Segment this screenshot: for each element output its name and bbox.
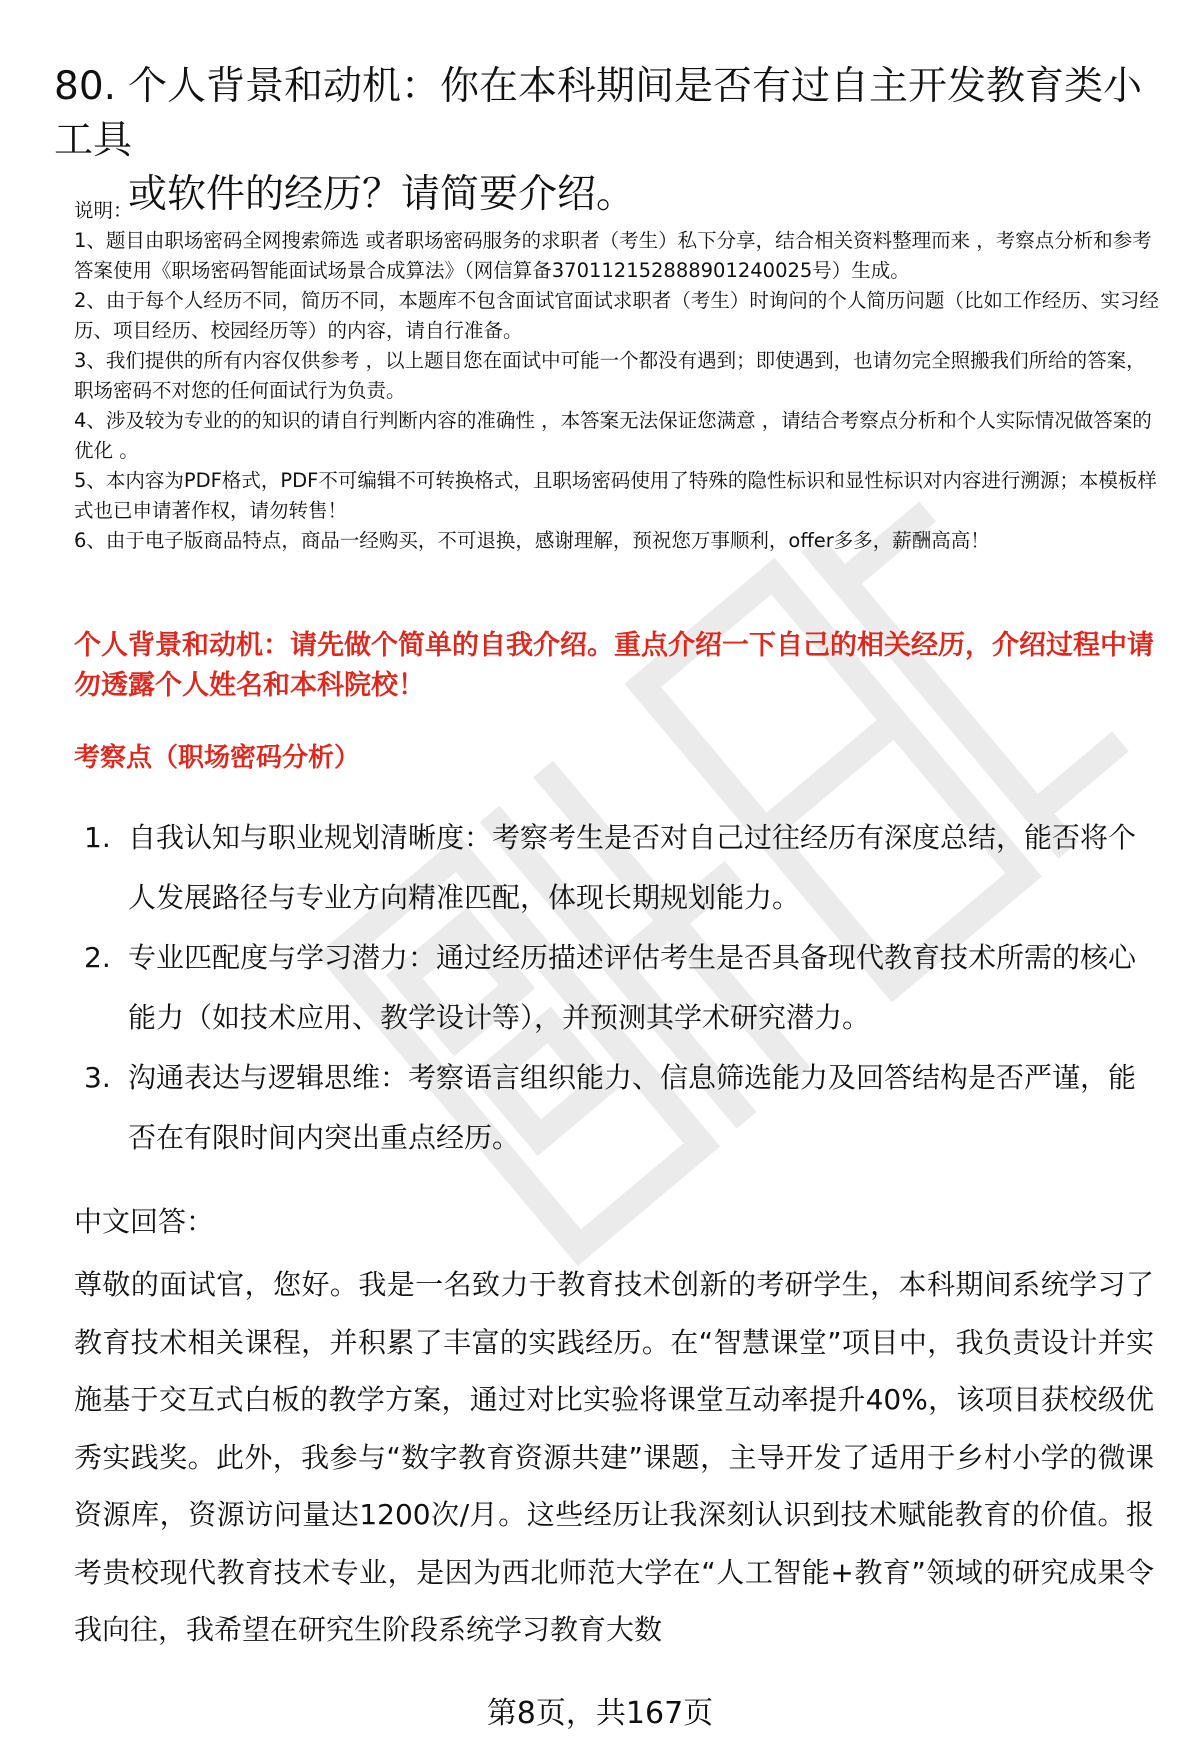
point-index: 2. [84, 941, 111, 974]
note-item: 5、本内容为PDF格式，PDF不可编辑不可转换格式，且职场密码使用了特殊的隐性标识和显性标识对内容进行溯源；本模板样式也已申请著作权，请勿转售！ [74, 469, 1157, 522]
analysis-points [74, 808, 1154, 1168]
analysis-point [74, 1048, 1154, 1168]
point-index: 3. [84, 1061, 111, 1094]
question-number: 80. [54, 64, 117, 109]
note-item: 2、由于每个人经历不同，简历不同，本题库不包含面试官面试求职者（考生）时询问的个人简历问题（比如工作经历、实习经历、项目经历、校园经历等）的内容，请自行准备。 [74, 289, 1159, 342]
question-text-line1: 个人背景和动机：你在本科期间是否有过自主开发教育类小工具 [54, 64, 1143, 163]
point-index: 1. [84, 821, 111, 854]
note-item: 4、涉及较为专业的的知识的请自行判断内容的准确性 ，本答案无法保证您满意 ，请结合考察点分析和个人实际情况做答案的优化 。 [74, 409, 1152, 462]
answer-body: 尊敬的面试官，您好。我是一名致力于教育技术创新的考研学生，本科期间系统学习了教育技术相关课程，并积累了丰富的实践经历。在“智慧课堂”项目中，我负责设计并实施基于交互式白板的教学方案，通过对比实验将课堂互动率提升40%，该项目获校级优秀实践奖。此外，我参与“数字教育资源共建”课题，主导开发了适用于乡村小学的微课资源库，资源访问量达1200次/月。这些经历让我深刻认识到技术赋能教育的价值。报考贵校现代教育技术专业，是因为西北师范大学在“人工智能+教育”领域的研究成果令我向往，我希望在研究生阶段系统学习教育大数 [74, 1268, 1154, 1646]
note-item: 6、由于电子版商品特点，商品一经购买，不可退换，感谢理解，预祝您万事顺利，offer多多，薪酬高高！ [74, 529, 990, 552]
analysis-point [74, 928, 1154, 1048]
analysis-point [74, 808, 1154, 928]
point-text: 自我认知与职业规划清晰度：考察考生是否对自己过往经历有深度总结，能否将个人发展路径与专业方向精准匹配，体现长期规划能力。 [128, 821, 1137, 914]
page-footer: 第8页，共167页 [486, 1696, 714, 1731]
point-text: 专业匹配度与学习潜力：通过经历描述评估考生是否具备现代教育技术所需的核心能力（如技术应用、教学设计等），并预测其学术研究潜力。 [128, 941, 1137, 1034]
answer-heading: 中文回答： [74, 1205, 215, 1238]
point-text: 沟通表达与逻辑思维：考察语言组织能力、信息筛选能力及回答结构是否严谨，能否在有限时间内突出重点经历。 [128, 1061, 1137, 1154]
note-item: 3、我们提供的所有内容仅供参考 ，以上题目您在面试中可能一个都没有遇到；即使遇到，也请勿完全照搬我们所给的答案，职场密码不对您的任何面试行为负责。 [74, 349, 1146, 402]
red-question: 个人背景和动机：请先做个简单的自我介绍。重点介绍一下自己的相关经历，介绍过程中请勿透露个人姓名和本科院校！ [74, 630, 1154, 701]
analysis-heading: 考察点（职场密码分析） [74, 743, 361, 773]
notes-section [74, 196, 1159, 556]
notes-heading: 说明： [74, 199, 133, 222]
question-text-line2: 或软件的经历？请简要介绍。 [128, 172, 636, 217]
note-item: 1、题目由职场密码全网搜索筛选 或者职场密码服务的求职者（考生）私下分享，结合相关资料整理而来 ，考察点分析和参考答案使用《职场密码智能面试场景合成算法》（网信算备370112152888901240025号）生成。 [74, 229, 1152, 282]
